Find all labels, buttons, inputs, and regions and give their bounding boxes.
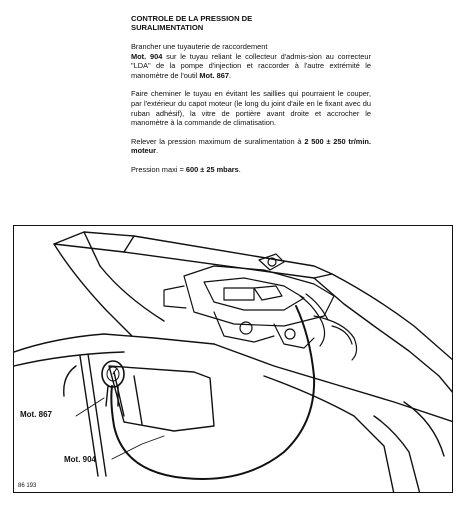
car-line-drawing <box>14 226 453 493</box>
hood-outline <box>54 232 332 278</box>
section-title <box>131 14 371 32</box>
tube-mot904 <box>111 306 314 479</box>
paragraph-measure-a: Relever la pression maximum de suralimentation à <box>131 136 305 146</box>
leader-mot867 <box>76 398 104 416</box>
paragraph-connect-b: sur le tuyau reliant le collecteur d'admis-sion au correcteur "LDA" de la pompe d'injection et raccorder à l'autre extrémité le manomètre de l'outil <box>131 51 371 80</box>
engine-bay-illustration <box>13 225 453 493</box>
max-pressure-end: . <box>238 164 241 174</box>
paragraph-measure <box>131 137 371 156</box>
label-mot904: Mot. 904 <box>64 455 97 464</box>
door-window <box>109 366 214 431</box>
title-line-2: SURALIMENTATION <box>131 23 204 32</box>
title-line-1: CONTROLE DE LA PRESSION DE <box>131 14 253 23</box>
engine-speed-value: 2 500 ± 250 tr/min. moteur <box>131 136 371 156</box>
paragraph-routing: Faire cheminer le tuyau en évitant les saillies qui pourraient le couper, par l'extérieur du capot moteur (le long du joint d'aile en le fixant avec du ruban adhésif), la vitre de portière avant droite et accrocher le manomètre à la commande de climatisation. <box>131 89 371 128</box>
engine-block <box>164 254 357 360</box>
tool-ref-mot904: Mot. 904 <box>131 51 163 61</box>
leader-mot904 <box>112 436 164 459</box>
max-pressure-value: 600 ± 25 mbars <box>185 164 239 174</box>
figure-reference: 86 193 <box>18 483 37 489</box>
label-mot867: Mot. 867 <box>20 410 53 419</box>
paragraph-max-pressure <box>131 165 371 175</box>
tool-ref-mot867: Mot. 867 <box>199 70 229 80</box>
procedure-text <box>131 14 371 184</box>
body-outline <box>14 334 214 352</box>
paragraph-connect-a: Brancher une tuyauterie de raccordement <box>131 42 268 51</box>
paragraph-connect <box>131 42 371 80</box>
max-pressure-label: Pression maxi = <box>131 164 186 174</box>
paragraph-measure-c: . <box>156 146 159 156</box>
paragraph-connect-c: . <box>228 70 232 80</box>
